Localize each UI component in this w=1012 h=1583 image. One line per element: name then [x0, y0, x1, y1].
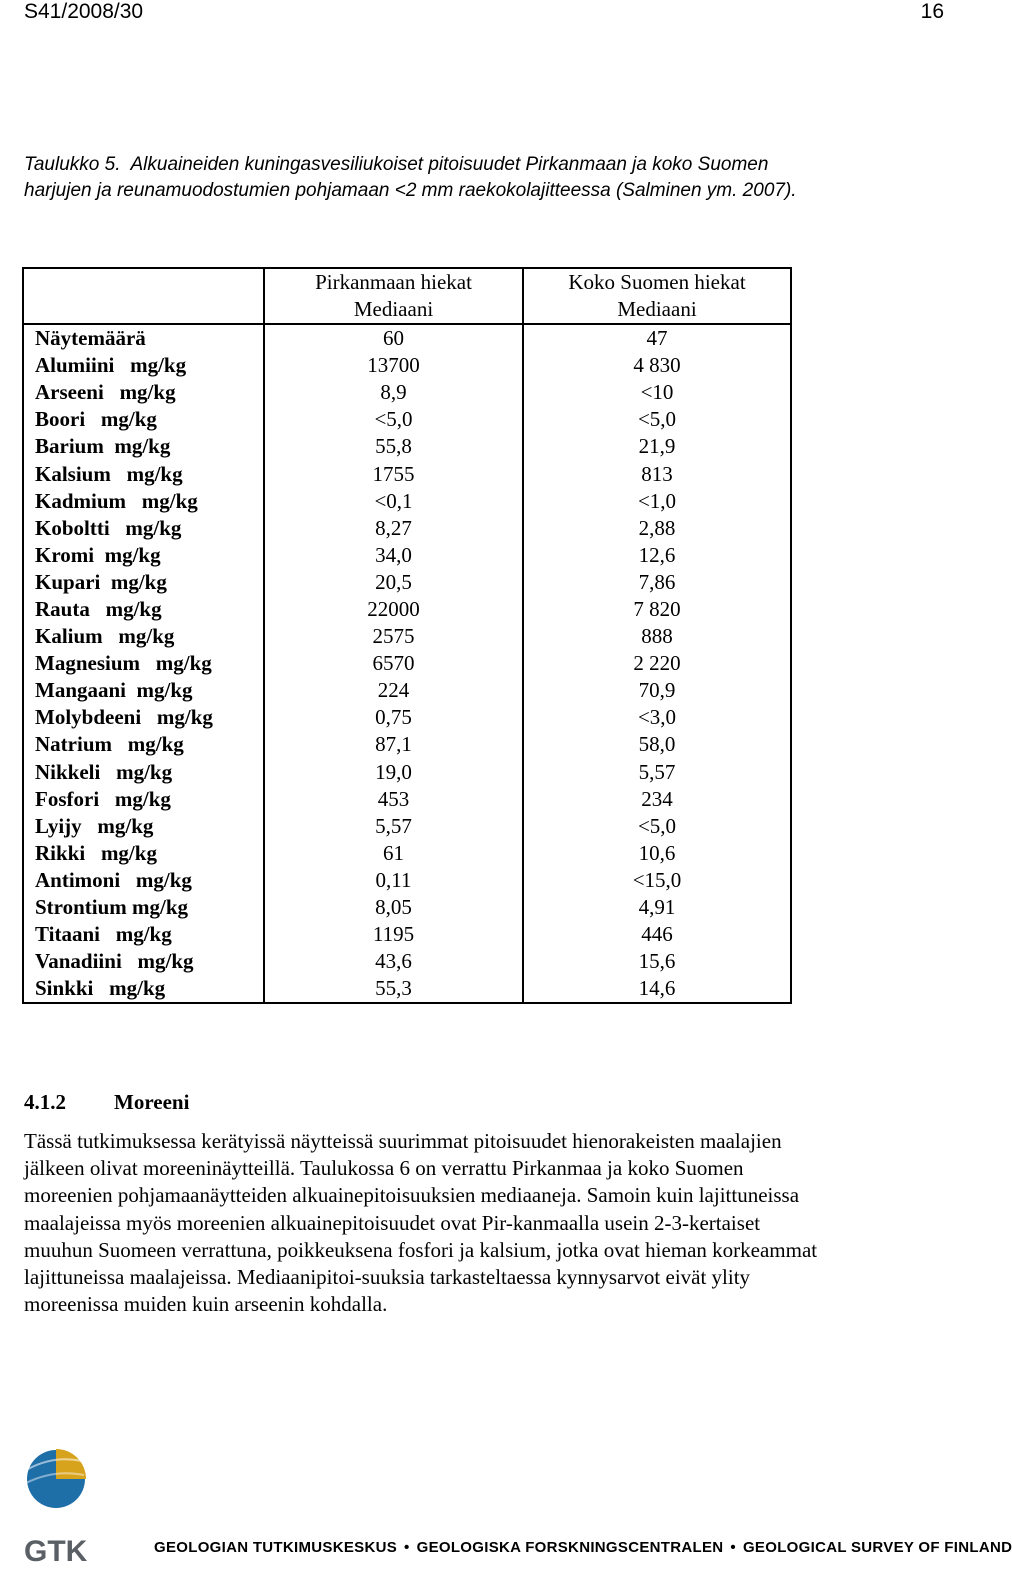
- suomi-median-cell: 4,91: [523, 894, 791, 921]
- table-header-row-1: [23, 268, 791, 296]
- suomi-median-cell: <5,0: [523, 406, 791, 433]
- gtk-logo-text: GTK: [24, 1535, 88, 1568]
- element-name-cell: Magnesium mg/kg: [23, 650, 264, 677]
- table-row: [23, 975, 791, 1003]
- pirkanmaa-median-cell: 20,5: [264, 569, 523, 596]
- suomi-median-cell: 234: [523, 786, 791, 813]
- pirkanmaa-median-cell: 13700: [264, 352, 523, 379]
- section-heading: [24, 1090, 189, 1115]
- org-name-sv: GEOLOGISKA FORSKNINGSCENTRALEN: [416, 1539, 724, 1556]
- footer-separator: •: [730, 1539, 736, 1556]
- suomi-median-cell: 14,6: [523, 975, 791, 1003]
- suomi-median-cell: <10: [523, 379, 791, 406]
- suomi-median-cell: 2,88: [523, 515, 791, 542]
- element-name-cell: Boori mg/kg: [23, 406, 264, 433]
- section-number: 4.1.2: [24, 1090, 66, 1114]
- page-number: 16: [920, 0, 944, 23]
- page-header: [24, 0, 944, 22]
- table-row: [23, 921, 791, 948]
- table-row: [23, 379, 791, 406]
- pirkanmaa-median-cell: 55,8: [264, 433, 523, 460]
- element-name-cell: Barium mg/kg: [23, 433, 264, 460]
- pirkanmaa-median-cell: 6570: [264, 650, 523, 677]
- element-name-cell: Rauta mg/kg: [23, 596, 264, 623]
- element-name-cell: Titaani mg/kg: [23, 921, 264, 948]
- element-name-cell: Molybdeeni mg/kg: [23, 704, 264, 731]
- table-caption: [24, 152, 824, 204]
- table-row: [23, 894, 791, 921]
- element-concentration-table: [22, 267, 792, 1004]
- pirkanmaa-median-cell: <5,0: [264, 406, 523, 433]
- pirkanmaa-median-cell: 8,9: [264, 379, 523, 406]
- table-row: [23, 406, 791, 433]
- pirkanmaa-median-cell: 1755: [264, 460, 523, 487]
- pirkanmaa-median-cell: 87,1: [264, 731, 523, 758]
- suomi-median-cell: <3,0: [523, 704, 791, 731]
- table-row: [23, 623, 791, 650]
- element-name-cell: Näytemäärä: [23, 324, 264, 352]
- suomi-median-cell: 446: [523, 921, 791, 948]
- pirkanmaa-median-cell: 0,75: [264, 704, 523, 731]
- pirkanmaa-median-cell: 60: [264, 324, 523, 352]
- header-empty-cell: [23, 296, 264, 324]
- element-name-cell: Natrium mg/kg: [23, 731, 264, 758]
- element-name-cell: Kalium mg/kg: [23, 623, 264, 650]
- table-caption-label: Taulukko 5.: [24, 154, 121, 175]
- table-row: [23, 948, 791, 975]
- org-name-en: GEOLOGICAL SURVEY OF FINLAND: [742, 1539, 1012, 1556]
- suomi-median-cell: 70,9: [523, 677, 791, 704]
- suomi-median-cell: 10,6: [523, 840, 791, 867]
- suomi-median-cell: 15,6: [523, 948, 791, 975]
- suomi-median-cell: 2 220: [523, 650, 791, 677]
- table-header: [23, 268, 791, 324]
- suomi-median-cell: <5,0: [523, 813, 791, 840]
- pirkanmaa-median-cell: 224: [264, 677, 523, 704]
- pirkanmaa-median-cell: 1195: [264, 921, 523, 948]
- pirkanmaa-median-cell: 8,27: [264, 515, 523, 542]
- suomi-median-cell: 813: [523, 460, 791, 487]
- header-suomi-title: Koko Suomen hiekat: [523, 268, 791, 296]
- suomi-median-cell: 4 830: [523, 352, 791, 379]
- table-caption-text: Alkuaineiden kuningasvesiliukoiset pitoisuudet Pirkanmaan ja koko Suomen harjujen ja reunamuodostumien pohjamaan <2 mm raekokolajitteessa (Salminen ym. 2007).: [24, 154, 797, 201]
- header-pirkanmaa-stat: Mediaani: [264, 296, 523, 324]
- table-row: [23, 840, 791, 867]
- table-row: [23, 515, 791, 542]
- table-row: [23, 786, 791, 813]
- header-pirkanmaa-title: Pirkanmaan hiekat: [264, 268, 523, 296]
- table-row: [23, 569, 791, 596]
- table-row: [23, 433, 791, 460]
- suomi-median-cell: 58,0: [523, 731, 791, 758]
- element-name-cell: Strontium mg/kg: [23, 894, 264, 921]
- table-row: [23, 731, 791, 758]
- header-suomi-stat: Mediaani: [523, 296, 791, 324]
- table-body: [23, 324, 791, 1003]
- gtk-logo-icon: [24, 1437, 96, 1568]
- table-row: [23, 324, 791, 352]
- footer-separator: •: [404, 1539, 410, 1556]
- element-name-cell: Antimoni mg/kg: [23, 867, 264, 894]
- document-id: S41/2008/30: [24, 0, 144, 23]
- pirkanmaa-median-cell: 22000: [264, 596, 523, 623]
- suomi-median-cell: <1,0: [523, 488, 791, 515]
- element-name-cell: Fosfori mg/kg: [23, 786, 264, 813]
- table-row: [23, 542, 791, 569]
- section-paragraph: Tässä tutkimuksessa kerätyissä näytteissä suurimmat pitoisuudet hienorakeisten maalajien jälkeen olivat moreeninäytteillä. Taulukossa 6 on verrattu Pirkanmaa ja koko Suomen moreenien pohjamaanäytteiden alkuainepitoisuuksien mediaaneja. Samoin kuin lajittuneissa maalajeissa myös moreenien alkuainepitoisuudet ovat Pir-kanmaalla usein 2-3-kertaiset muuhun Suomeen verrattuna, poikkeuksena fosfori ja kalsium, jotka ovat hieman korkeammat lajittuneissa maalajeissa. Mediaanipitoi-suuksia tarkasteltaessa kynnysarvot eivät ylity moreenissa muiden kuin arseenin kohdalla.: [24, 1129, 818, 1317]
- footer-organization-names: [154, 1539, 1012, 1556]
- table-row: [23, 650, 791, 677]
- table-row: [23, 677, 791, 704]
- table-row: [23, 867, 791, 894]
- pirkanmaa-median-cell: 43,6: [264, 948, 523, 975]
- table-header-row-2: [23, 296, 791, 324]
- pirkanmaa-median-cell: 19,0: [264, 759, 523, 786]
- table-row: [23, 704, 791, 731]
- org-name-fi: GEOLOGIAN TUTKIMUSKESKUS: [154, 1539, 398, 1556]
- suomi-median-cell: 12,6: [523, 542, 791, 569]
- suomi-median-cell: 21,9: [523, 433, 791, 460]
- table-row: [23, 460, 791, 487]
- pirkanmaa-median-cell: 8,05: [264, 894, 523, 921]
- element-name-cell: Koboltti mg/kg: [23, 515, 264, 542]
- element-name-cell: Mangaani mg/kg: [23, 677, 264, 704]
- table-row: [23, 352, 791, 379]
- pirkanmaa-median-cell: <0,1: [264, 488, 523, 515]
- element-name-cell: Arseeni mg/kg: [23, 379, 264, 406]
- suomi-median-cell: 47: [523, 324, 791, 352]
- pirkanmaa-median-cell: 34,0: [264, 542, 523, 569]
- pirkanmaa-median-cell: 5,57: [264, 813, 523, 840]
- suomi-median-cell: 7 820: [523, 596, 791, 623]
- pirkanmaa-median-cell: 61: [264, 840, 523, 867]
- table-row: [23, 488, 791, 515]
- suomi-median-cell: 888: [523, 623, 791, 650]
- element-name-cell: Alumiini mg/kg: [23, 352, 264, 379]
- suomi-median-cell: 7,86: [523, 569, 791, 596]
- element-name-cell: Rikki mg/kg: [23, 840, 264, 867]
- pirkanmaa-median-cell: 453: [264, 786, 523, 813]
- element-name-cell: Lyijy mg/kg: [23, 813, 264, 840]
- element-name-cell: Kromi mg/kg: [23, 542, 264, 569]
- section-title: Moreeni: [114, 1090, 190, 1114]
- element-name-cell: Vanadiini mg/kg: [23, 948, 264, 975]
- header-empty-cell: [23, 268, 264, 296]
- pirkanmaa-median-cell: 0,11: [264, 867, 523, 894]
- element-name-cell: Kupari mg/kg: [23, 569, 264, 596]
- element-name-cell: Kadmium mg/kg: [23, 488, 264, 515]
- table-row: [23, 813, 791, 840]
- pirkanmaa-median-cell: 2575: [264, 623, 523, 650]
- element-name-cell: Nikkeli mg/kg: [23, 759, 264, 786]
- element-name-cell: Kalsium mg/kg: [23, 460, 264, 487]
- element-name-cell: Sinkki mg/kg: [23, 975, 264, 1003]
- suomi-median-cell: <15,0: [523, 867, 791, 894]
- pirkanmaa-median-cell: 55,3: [264, 975, 523, 1003]
- table-row: [23, 759, 791, 786]
- table-row: [23, 596, 791, 623]
- suomi-median-cell: 5,57: [523, 759, 791, 786]
